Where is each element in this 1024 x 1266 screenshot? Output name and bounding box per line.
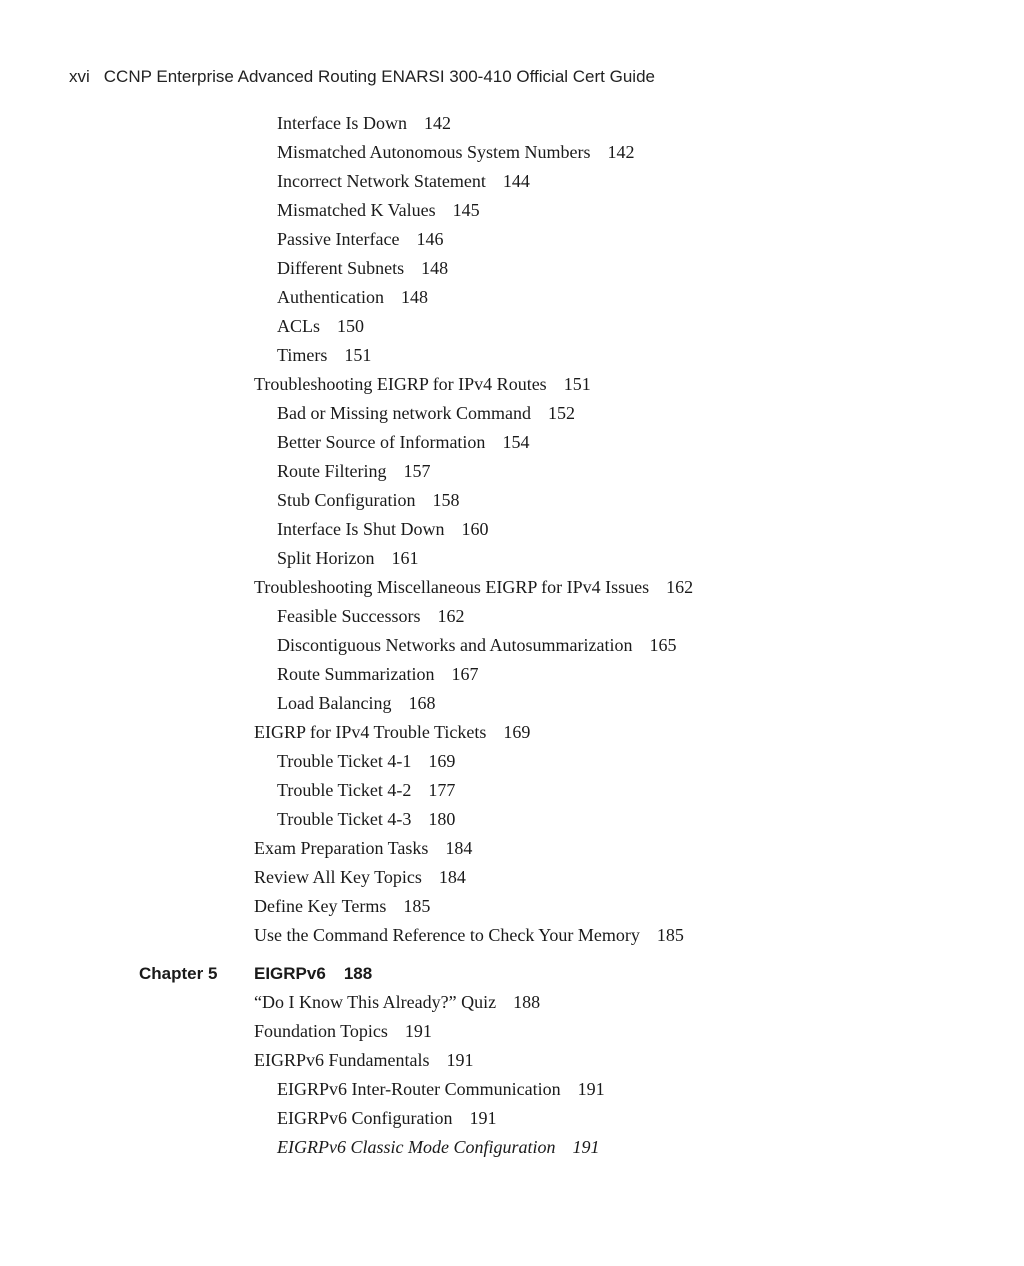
toc-entry-title: Bad or Missing network Command bbox=[277, 403, 531, 423]
toc-entry-title: Define Key Terms bbox=[254, 896, 387, 916]
toc-entry-page-number: 160 bbox=[461, 519, 489, 539]
toc-subsection-entry bbox=[0, 486, 1024, 515]
chapter-heading bbox=[0, 959, 1024, 988]
toc-entry-title: Feasible Successors bbox=[277, 606, 421, 626]
toc-entry-title: Passive Interface bbox=[277, 229, 400, 249]
toc-entry-page-number: 168 bbox=[408, 693, 436, 713]
toc-subsection-entry bbox=[0, 1104, 1024, 1133]
toc-subsection-entry bbox=[0, 457, 1024, 486]
toc-section-entry bbox=[0, 573, 1024, 602]
toc-entry-page-number: 180 bbox=[428, 809, 456, 829]
toc-entry-page-number: 145 bbox=[452, 200, 480, 220]
toc-section-entry bbox=[0, 863, 1024, 892]
toc-entry-page-number: 152 bbox=[548, 403, 575, 423]
toc-section-entry bbox=[0, 834, 1024, 863]
toc-entry-title: Load Balancing bbox=[277, 693, 392, 713]
toc-entry-page-number: 185 bbox=[403, 896, 431, 916]
running-head bbox=[69, 64, 655, 90]
toc-entry-title: Interface Is Down bbox=[277, 113, 407, 133]
toc-entry-title: EIGRPv6 Inter-Router Communication bbox=[277, 1079, 561, 1099]
toc-subsection-entry bbox=[0, 312, 1024, 341]
toc-section-entry bbox=[0, 988, 1024, 1017]
toc-entry-page-number: 167 bbox=[451, 664, 479, 684]
toc-entry-title: Troubleshooting EIGRP for IPv4 Routes bbox=[254, 374, 547, 394]
toc-subsection-entry bbox=[0, 1133, 1024, 1162]
toc-subsection-entry bbox=[0, 660, 1024, 689]
toc-entry-page-number: 184 bbox=[445, 838, 473, 858]
toc-entry-title: Split Horizon bbox=[277, 548, 375, 568]
toc-entry-page-number: 151 bbox=[344, 345, 372, 365]
toc-entry-page-number: 165 bbox=[649, 635, 677, 655]
toc-entry-page-number: 162 bbox=[437, 606, 465, 626]
toc-entry-page-number: 185 bbox=[656, 925, 684, 945]
toc-entry-title: Exam Preparation Tasks bbox=[254, 838, 429, 858]
toc-entry-title: EIGRP for IPv4 Trouble Tickets bbox=[254, 722, 487, 742]
toc-subsection-entry bbox=[0, 631, 1024, 660]
toc-entry-title: “Do I Know This Already?” Quiz bbox=[254, 992, 497, 1012]
chapter-label: Chapter 5 bbox=[139, 964, 218, 983]
toc-entry-page-number: 144 bbox=[502, 171, 530, 191]
toc-subsection-entry bbox=[0, 254, 1024, 283]
toc-entry-page-number: 154 bbox=[502, 432, 530, 452]
toc-subsection-entry bbox=[0, 515, 1024, 544]
toc-subsection-entry bbox=[0, 805, 1024, 834]
toc-entry-title: Troubleshooting Miscellaneous EIGRP for IPv4 Issues bbox=[254, 577, 650, 597]
toc-subsection-entry bbox=[0, 602, 1024, 631]
toc-entry-page-number: 191 bbox=[404, 1021, 432, 1041]
toc-subsection-entry bbox=[0, 689, 1024, 718]
toc-entry-title: EIGRPv6 Fundamentals bbox=[254, 1050, 430, 1070]
toc-subsection-entry bbox=[0, 776, 1024, 805]
toc-subsection-entry bbox=[0, 138, 1024, 167]
toc-entry-title: Use the Command Reference to Check Your Memory bbox=[254, 925, 640, 945]
toc-entry-title: Better Source of Information bbox=[277, 432, 486, 452]
toc-subsection-entry bbox=[0, 109, 1024, 138]
toc-entry-title: Authentication bbox=[277, 287, 384, 307]
toc-section-entry bbox=[0, 921, 1024, 950]
toc-subsection-entry bbox=[0, 196, 1024, 225]
toc-section-entry bbox=[0, 892, 1024, 921]
toc-entry-page-number: 161 bbox=[391, 548, 419, 568]
toc-subsection-entry bbox=[0, 341, 1024, 370]
toc-entry-page-number: 188 bbox=[513, 992, 541, 1012]
toc-subsection-entry bbox=[0, 225, 1024, 254]
chapter-title-line bbox=[254, 959, 372, 988]
toc-entry-title: Timers bbox=[277, 345, 328, 365]
toc-entry-page-number: 151 bbox=[563, 374, 591, 394]
toc-entry-page-number: 158 bbox=[432, 490, 460, 510]
toc-entry-page-number: 177 bbox=[428, 780, 456, 800]
toc-section-entry bbox=[0, 1017, 1024, 1046]
toc-entry-page-number: 150 bbox=[337, 316, 365, 336]
toc-subsection-entry bbox=[0, 283, 1024, 312]
toc-entry-page-number: 191 bbox=[446, 1050, 474, 1070]
toc-section-entry bbox=[0, 718, 1024, 747]
toc-entry-title: Route Filtering bbox=[277, 461, 387, 481]
toc-entry-page-number: 148 bbox=[421, 258, 449, 278]
toc-entry-title: Mismatched K Values bbox=[277, 200, 436, 220]
toc-subsection-entry bbox=[0, 428, 1024, 457]
toc-entry-title: ACLs bbox=[277, 316, 321, 336]
toc-entry-title: Different Subnets bbox=[277, 258, 405, 278]
toc-subsection-entry bbox=[0, 544, 1024, 573]
toc-subsection-entry bbox=[0, 399, 1024, 428]
toc-entry-title: EIGRPv6 Configuration bbox=[277, 1108, 453, 1128]
toc-entry-page-number: 142 bbox=[423, 113, 451, 133]
toc-entry-title: EIGRPv6 Classic Mode Configuration bbox=[277, 1137, 556, 1157]
chapter-title: EIGRPv6 bbox=[254, 964, 326, 983]
toc-entry-title: Discontiguous Networks and Autosummarization bbox=[277, 635, 633, 655]
toc-section-entry bbox=[0, 1046, 1024, 1075]
toc-entry-page-number: 169 bbox=[503, 722, 531, 742]
toc-entry-page-number: 191 bbox=[572, 1137, 600, 1157]
toc-subsection-entry bbox=[0, 1075, 1024, 1104]
chapter-page-number: 188 bbox=[343, 964, 373, 983]
toc-entry-title: Mismatched Autonomous System Numbers bbox=[277, 142, 591, 162]
toc-entry-title: Incorrect Network Statement bbox=[277, 171, 486, 191]
toc-entry-title: Foundation Topics bbox=[254, 1021, 388, 1041]
toc-entry-page-number: 191 bbox=[469, 1108, 497, 1128]
toc-entry-page-number: 146 bbox=[416, 229, 444, 249]
toc-entries-chapter-5 bbox=[0, 988, 1024, 1162]
toc-entry-page-number: 148 bbox=[400, 287, 428, 307]
toc-entry-page-number: 162 bbox=[666, 577, 694, 597]
toc-subsection-entry bbox=[0, 747, 1024, 776]
toc-entry-page-number: 157 bbox=[403, 461, 431, 481]
toc-entry-page-number: 191 bbox=[577, 1079, 605, 1099]
toc-entry-title: Trouble Ticket 4-1 bbox=[277, 751, 412, 771]
toc-entry-title: Stub Configuration bbox=[277, 490, 416, 510]
toc-entry-title: Route Summarization bbox=[277, 664, 435, 684]
toc-entry-title: Review All Key Topics bbox=[254, 867, 422, 887]
book-title: CCNP Enterprise Advanced Routing ENARSI 300-410 Official Cert Guide bbox=[103, 67, 655, 86]
toc-section-entry bbox=[0, 370, 1024, 399]
page-folio: xvi bbox=[69, 67, 90, 86]
toc-entry-title: Interface Is Shut Down bbox=[277, 519, 445, 539]
toc-subsection-entry bbox=[0, 167, 1024, 196]
toc-entry-page-number: 142 bbox=[607, 142, 635, 162]
toc-entry-title: Trouble Ticket 4-3 bbox=[277, 809, 412, 829]
toc-entries-chapter-4 bbox=[0, 109, 1024, 950]
toc-entry-page-number: 169 bbox=[428, 751, 456, 771]
toc-entry-title: Trouble Ticket 4-2 bbox=[277, 780, 412, 800]
toc-entry-page-number: 184 bbox=[438, 867, 466, 887]
table-of-contents bbox=[0, 109, 1024, 1162]
